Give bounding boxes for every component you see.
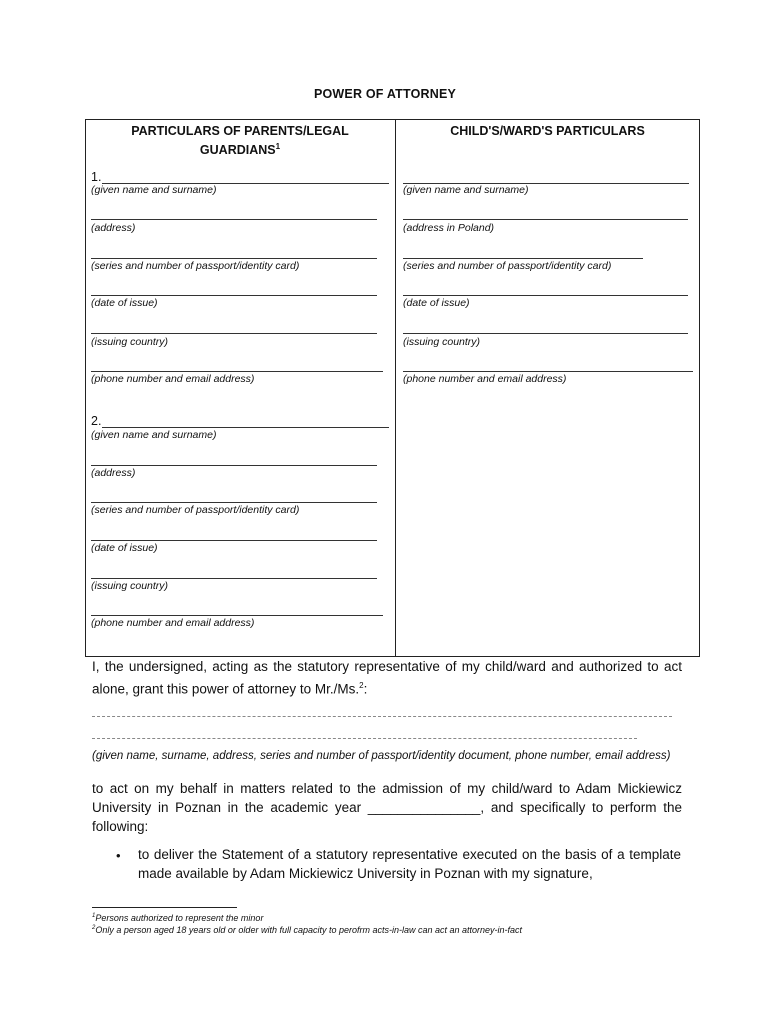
parent1-number: 1. bbox=[91, 170, 102, 184]
footnote-1 bbox=[92, 913, 263, 923]
authorization-text: I, the undersigned, acting as the statutory representative of my child/ward and authorized to act alone, grant this power of attorney to Mr./Ms. bbox=[92, 659, 682, 697]
parent2-date-caption: (date of issue) bbox=[91, 542, 158, 554]
child-passport-field[interactable] bbox=[403, 258, 643, 259]
child-contact-field[interactable] bbox=[403, 371, 693, 372]
child-date-field[interactable] bbox=[403, 295, 688, 296]
parent2-contact-caption: (phone number and email address) bbox=[91, 617, 255, 629]
particulars-table bbox=[85, 119, 700, 657]
parent2-address-caption: (address) bbox=[91, 467, 136, 479]
parent1-contact-caption: (phone number and email address) bbox=[91, 373, 255, 385]
parent2-country-field[interactable] bbox=[91, 578, 377, 579]
parent1-country-caption: (issuing country) bbox=[91, 336, 169, 348]
parent1-date-caption: (date of issue) bbox=[91, 297, 158, 309]
child-date-caption: (date of issue) bbox=[403, 297, 470, 309]
parent2-date-field[interactable] bbox=[91, 540, 377, 541]
footnote-2-text: Only a person aged 18 years old or older with full capacity to perofrm acts-in-law can act an attorney-in-fact bbox=[95, 925, 523, 935]
parent2-country-caption: (issuing country) bbox=[91, 580, 169, 592]
parent1-address-caption: (address) bbox=[91, 222, 136, 234]
parent2-address-field[interactable] bbox=[91, 465, 377, 466]
parent1-address-field[interactable] bbox=[91, 219, 377, 220]
scope-paragraph: to act on my behalf in matters related to the admission of my child/ward to Adam Mickiewicz University in Poznan in the academic year _______________, and specifically to perform the following: bbox=[92, 781, 682, 834]
child-name-caption: (given name and surname) bbox=[403, 184, 529, 196]
parents-heading-text: PARTICULARS OF PARENTS/LEGAL GUARDIANS bbox=[131, 124, 349, 158]
parent1-name-caption: (given name and surname) bbox=[91, 184, 217, 196]
parent2-passport-caption: (series and number of passport/identity card) bbox=[91, 504, 300, 516]
attorney-details-line-2[interactable] bbox=[92, 738, 637, 739]
child-passport-caption: (series and number of passport/identity card) bbox=[403, 260, 612, 272]
authorization-footnote-mark: 2 bbox=[359, 681, 364, 690]
footnote-1-mark: 1 bbox=[92, 913, 96, 919]
child-country-field[interactable] bbox=[403, 333, 688, 334]
document-title: POWER OF ATTORNEY bbox=[313, 87, 457, 101]
attorney-caption: (given name, surname, address, series and number of passport/identity document, phone number, email address) bbox=[92, 750, 671, 762]
parent2-name-field[interactable] bbox=[102, 427, 389, 428]
parents-heading-footnote-mark: 1 bbox=[275, 142, 281, 151]
child-address-caption: (address in Poland) bbox=[403, 222, 495, 234]
child-contact-caption: (phone number and email address) bbox=[403, 373, 567, 385]
footnote-2 bbox=[92, 925, 522, 935]
parent1-passport-field[interactable] bbox=[91, 258, 377, 259]
child-address-field[interactable] bbox=[403, 219, 688, 220]
parent1-date-field[interactable] bbox=[91, 295, 377, 296]
parent2-passport-field[interactable] bbox=[91, 502, 377, 503]
authorization-paragraph bbox=[92, 657, 682, 699]
bullet-item-deliver-statement: to deliver the Statement of a statutory representative executed on the basis of a template made available by Adam Mickiewicz University in Poznan with my signature, bbox=[138, 847, 681, 881]
footnote-1-text: Persons authorized to represent the minor bbox=[95, 913, 264, 923]
attorney-details-line-1[interactable] bbox=[92, 716, 672, 717]
parent2-contact-field[interactable] bbox=[91, 615, 383, 616]
bullet-marker: • bbox=[116, 848, 121, 863]
footnote-separator bbox=[92, 907, 237, 908]
column-divider bbox=[395, 119, 396, 657]
child-heading: CHILD'S/WARD'S PARTICULARS bbox=[450, 124, 645, 138]
footnote-2-mark: 2 bbox=[92, 925, 96, 931]
child-country-caption: (issuing country) bbox=[403, 336, 481, 348]
parent1-passport-caption: (series and number of passport/identity card) bbox=[91, 260, 300, 272]
parent2-name-caption: (given name and surname) bbox=[91, 429, 217, 441]
parent1-country-field[interactable] bbox=[91, 333, 377, 334]
parent2-number: 2. bbox=[91, 414, 102, 428]
authorization-colon: : bbox=[363, 681, 368, 697]
parents-heading bbox=[95, 123, 385, 158]
parent1-contact-field[interactable] bbox=[91, 371, 383, 372]
